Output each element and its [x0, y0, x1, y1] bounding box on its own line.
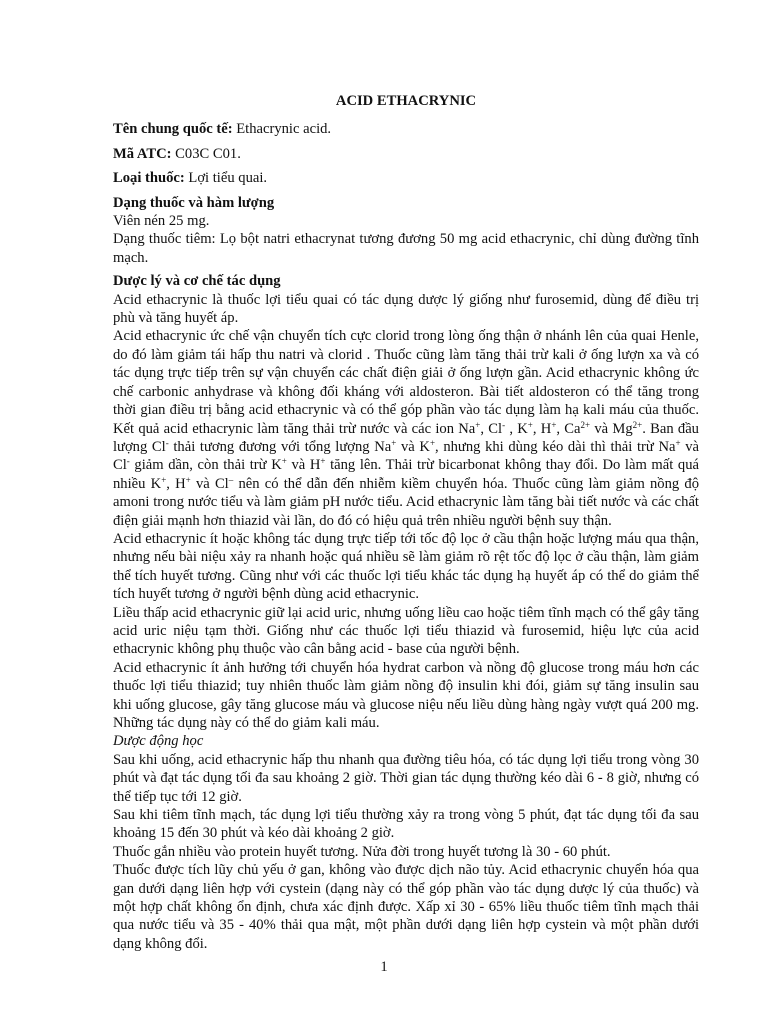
document-title: ACID ETHACRYNIC: [335, 93, 477, 109]
pharmacokinetics-paragraph-4: Thuốc được tích lũy chủ yếu ở gan, không vào được dịch não tủy. Acid ethacrynic chuyển hóa qua gan dưới dạng liên hợp với cystein (dạng này có thể góp phần vào tác dụng dược lý của thuốc) và một hợp chất không ổn định, chưa xác định được. Xấp xỉ 30 - 65% liều thuốc tiêm tĩnh mạch thải qua nước tiểu và 35 - 40% thải qua mật, một phần dưới dạng liên hợp cystein và một phần dưới dạng không đổi.: [113, 862, 699, 952]
pharmacology-paragraph-2: [113, 327, 699, 529]
pharmacology-heading: Dược lý và cơ chế tác dụng: [113, 273, 281, 290]
pharmacology-paragraph-5: Acid ethacrynic ít ảnh hưởng tới chuyển hóa hydrat carbon và nồng độ glucose trong máu hơn các thuốc lợi tiểu thiazid; tuy nhiên thuốc làm giảm nồng độ insulin khi đói, giảm sự tăng insulin sau khi uống glucose, gây tăng glucose máu và glucose niệu nếu liều dùng hàng ngày vượt quá 200 mg. Những tác dụng này có thể do giảm kali máu.: [113, 659, 699, 731]
superscript: +: [527, 419, 533, 430]
text-run: và K: [396, 438, 430, 455]
atc-value: C03C C01.: [171, 145, 241, 162]
superscript: +: [391, 437, 397, 448]
text-run: nên có thể dẫn đến nhiễm kiềm chuyển hóa. Thuốc cũng làm giảm nồng độ amoni trong nước tiểu và làm giảm pH nước tiểu. Acid ethacrynic làm tăng bài tiết nước và các chất điện giải mạnh hơn thiazid vài lần, do đó có hiệu quả trên nhiều người bệnh suy thận.: [113, 475, 699, 529]
text-run: , nhưng khi dùng kéo dài thì thải trừ Na: [435, 438, 676, 455]
text-run: và H: [286, 457, 321, 474]
superscript: –: [228, 474, 234, 485]
drug-class-label: Loại thuốc:: [113, 170, 185, 187]
pharmacology-paragraph-3: Acid ethacrynic ít hoặc không tác dụng trực tiếp tới tốc độ lọc ở cầu thận hoặc lượng máu qua thận, nhưng nếu bài niệu xảy ra nhanh hoặc quá nhiều sẽ làm giảm rõ rệt tốc độ lọc ở cầu thận, làm giảm thể tích huyết tương. Cũng như với các thuốc lợi tiểu khác tác dụng hạ huyết áp có thể do giảm thể tích huyết tương ở người bệnh dùng acid ethacrynic.: [113, 530, 699, 603]
forms-heading: Dạng thuốc và hàm lượng: [113, 194, 275, 211]
text-run: , H: [532, 420, 552, 437]
superscript: +: [281, 456, 287, 467]
superscript: 2+: [580, 419, 591, 430]
superscript: +: [320, 456, 326, 467]
text-run: và Cl: [190, 475, 229, 492]
drug-class-value: Lợi tiểu quai.: [184, 170, 268, 187]
text-run: và Cl: [113, 438, 699, 474]
forms-injection: Dạng thuốc tiêm: Lọ bột natri ethacrynat tương đương 50 mg acid ethacrynic, chỉ dùng đường tĩnh mạch.: [113, 231, 699, 266]
text-run: , H: [166, 475, 186, 492]
text-run: thải tương đương với tổng lượng Na: [168, 438, 392, 455]
superscript: +: [675, 437, 681, 448]
atc-field: [113, 145, 699, 163]
pharmacokinetics-paragraph-3: Thuốc gắn nhiều vào protein huyết tương. Nửa đời trong huyết tương là 30 - 60 phút.: [113, 843, 611, 860]
text-run: Acid ethacrynic ức chế vận chuyển tích cực clorid trong lòng ống thận ở nhánh lên của quai Henle, do đó làm giảm tái hấp thu natri và clorid . Thuốc cũng làm tăng thải trừ kali ở ống lượn xa và có tác dụng trực tiếp trên sự vận chuyển các chất điện giải ở ống lượn gần. Acid ethacrynic không ức chế carbonic anhydrase và không đối kháng với aldosteron. Bài tiết aldosteron có thể tăng trong thời gian điều trị bằng acid ethacrynic và có thể góp phần vào tác dụng làm hạ kali máu của thuốc. Kết quả acid ethacrynic làm tăng thải trừ nước và các ion Na: [113, 328, 699, 437]
text-run: tăng lên. Thải trừ bicarbonat không thay đổi. Do làm mất quá nhiều K: [113, 457, 699, 492]
forms-tablet: Viên nén 25 mg.: [113, 213, 210, 230]
superscript: +: [185, 474, 191, 485]
pharmacokinetics-paragraph-2: Sau khi tiêm tĩnh mạch, tác dụng lợi tiểu thường xảy ra trong vòng 5 phút, đạt tác dụng tối đa sau khoảng 15 đến 30 phút và kéo dài khoảng 2 giờ.: [113, 807, 699, 842]
superscript: +: [429, 437, 436, 448]
pharmacokinetics-paragraph-1: Sau khi uống, acid ethacrynic hấp thu nhanh qua đường tiêu hóa, có tác dụng lợi tiểu trong vòng 30 phút và đạt tác dụng tối đa sau khoảng 2 giờ. Thời gian tác dụng thường kéo dài 6 - 8 giờ, nhưng có thể tiếp tục tới 12 giờ.: [113, 751, 699, 805]
text-run: , K: [505, 420, 528, 437]
atc-label: Mã ATC:: [113, 145, 172, 162]
inn-label: Tên chung quốc tế:: [113, 121, 233, 138]
text-run: . Ban đầu lượng Cl: [113, 420, 699, 455]
text-run: và Mg: [590, 420, 633, 437]
pharmacology-paragraph-4: Liều thấp acid ethacrynic giữ lại acid uric, nhưng uống liều cao hoặc tiêm tĩnh mạch có thể gây tăng acid uric niệu tạm thời. Giống như các thuốc lợi tiểu thiazid và furosemid, hiệu lực của acid ethacrynic không phụ thuộc vào cân bằng acid - base của người bệnh.: [113, 604, 699, 658]
pharmacokinetics-heading: Dược động học: [113, 733, 204, 750]
superscript: -: [126, 456, 130, 467]
text-run: , Ca: [556, 420, 581, 437]
superscript: 2+: [632, 419, 643, 430]
page-number: 1: [380, 959, 388, 975]
superscript: +: [161, 474, 167, 485]
pharmacology-paragraph-1: Acid ethacrynic là thuốc lợi tiểu quai có tác dụng dược lý giống như furosemid, dùng để điều trị phù và tăng huyết áp.: [113, 291, 699, 327]
superscript: +: [551, 419, 557, 430]
document-page: [113, 92, 699, 953]
superscript: +: [475, 419, 481, 430]
drug-class-field: [113, 169, 699, 187]
superscript: -: [502, 419, 506, 430]
text-run: , Cl: [480, 420, 503, 437]
inn-value: Ethacrynic acid.: [232, 121, 332, 138]
superscript: -: [165, 437, 169, 448]
text-run: giảm dần, còn thải trừ K: [129, 457, 282, 474]
inn-field: [113, 120, 699, 138]
